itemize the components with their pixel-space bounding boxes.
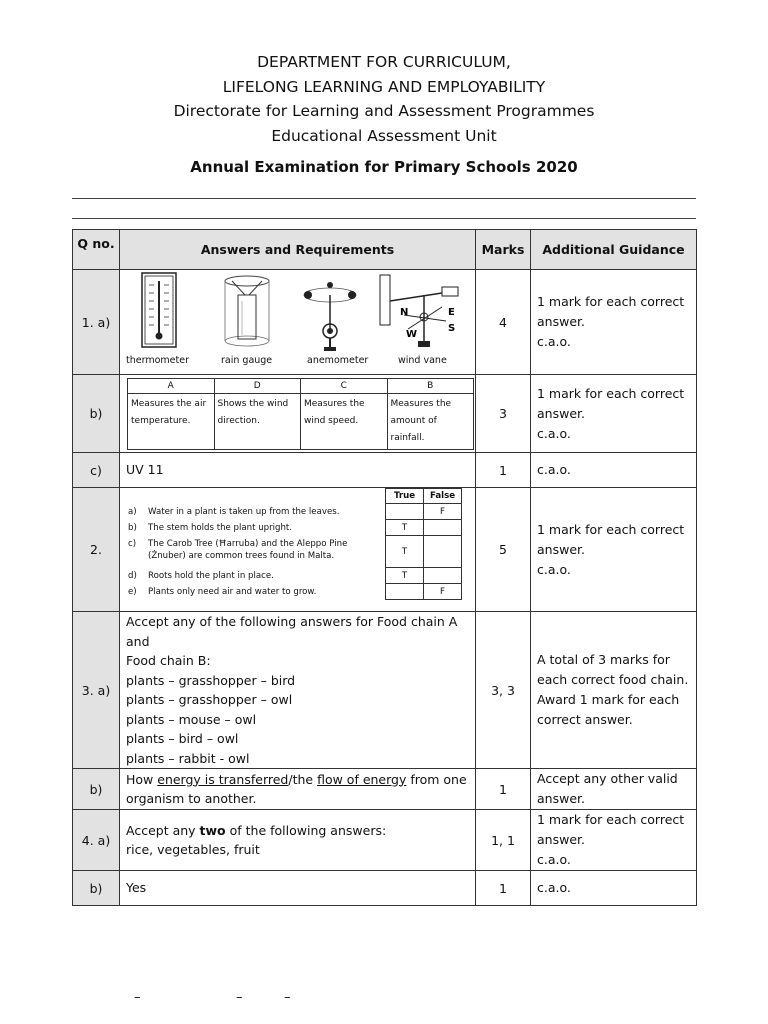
true-false-block [120, 488, 475, 610]
false-cell: F [424, 504, 462, 520]
table-row-q3b [73, 769, 697, 810]
food-chain: plants – bird – owl [126, 731, 239, 746]
false-cell [424, 520, 462, 536]
table-header-row [73, 230, 697, 270]
false-cell: F [424, 584, 462, 600]
guidance-line: c.a.o. [537, 425, 571, 441]
horizontal-rule [72, 198, 696, 199]
compass-south: S [448, 322, 456, 334]
guidance-line: answer. [537, 791, 585, 806]
matching-cell [120, 375, 476, 453]
description-line: Measures the [304, 398, 365, 409]
true-false-cell [120, 488, 476, 612]
answer-cell: Yes [120, 871, 476, 906]
guidance-line: c.a.o. [537, 334, 571, 349]
guidance-line: 1 mark for each correct [537, 521, 685, 537]
true-cell [386, 584, 424, 600]
statement-c [128, 538, 347, 562]
qno-cell: 3. a) [73, 612, 120, 769]
true-cell [386, 504, 424, 520]
answer-text: of the following answers: [225, 822, 387, 838]
marks-cell: 1 [476, 871, 531, 906]
marking-scheme-table [72, 229, 697, 906]
guidance-line: Accept any other valid [537, 771, 678, 786]
true-header: True [386, 489, 424, 504]
statement-text: The Carob Tree (Ħarruba) and the Aleppo Pine [148, 539, 348, 549]
guidance-line: correct answer. [537, 712, 633, 727]
matching-table [127, 378, 474, 450]
description-line: temperature. [131, 415, 191, 426]
true-cell: T [386, 536, 424, 568]
marks-cell: 1, 1 [476, 810, 531, 871]
answer-text: Accept any [126, 822, 200, 838]
marks-cell: 4 [476, 270, 531, 375]
instrument-label: thermometer [126, 354, 189, 366]
underlined-keyword: energy is transferred [157, 771, 289, 787]
description-cell [128, 393, 215, 449]
instrument-label: wind vane [398, 354, 447, 366]
guidance-line: Award 1 mark for each [537, 692, 680, 707]
header-marks: Marks [476, 230, 531, 270]
food-chain: plants – grasshopper – bird [126, 672, 296, 688]
compass-west: W [406, 328, 418, 340]
footer-dash: – [284, 990, 291, 1005]
bold-keyword: two [199, 822, 226, 838]
statement-e [128, 586, 316, 598]
true-cell: T [386, 568, 424, 584]
table-row-q4b [73, 871, 697, 906]
answer-cell [120, 612, 476, 769]
description-line: rainfall. [390, 432, 425, 443]
statement-text: Water in a plant is taken up from the leaves. [148, 507, 340, 517]
guidance-cell [531, 488, 697, 612]
answer-text: /the [288, 771, 318, 787]
statement-text: Plants only need air and water to grow. [148, 587, 317, 597]
exam-title: Annual Examination for Primary Schools 2020 [190, 158, 578, 176]
guidance-line: A total of 3 marks for [537, 652, 670, 667]
guidance-line: 1 mark for each correct [537, 385, 685, 401]
description-line: wind speed. [304, 415, 359, 426]
table-row-q4a [73, 810, 697, 871]
guidance-line: answer. [537, 541, 585, 557]
header-answers: Answers and Requirements [120, 230, 476, 270]
answer-line [126, 821, 469, 841]
department-name-line-2: LIFELONG LEARNING AND EMPLOYABILITY [222, 77, 546, 96]
weather-instruments [120, 271, 475, 374]
instrument-label: rain gauge [221, 354, 273, 366]
guidance-line: each correct food chain. [537, 672, 689, 687]
table-row-q1a [73, 270, 697, 375]
statement-letter: d) [128, 571, 137, 581]
thermometer-icon [134, 271, 184, 353]
horizontal-rule [72, 218, 696, 219]
qno-cell: 4. a) [73, 810, 120, 871]
wind-vane-icon [376, 271, 466, 353]
marks-cell: 3 [476, 375, 531, 453]
footer-dash: – [134, 990, 141, 1005]
instrument-label: anemometer [307, 354, 369, 366]
false-header: False [424, 489, 462, 504]
compass-east: E [448, 306, 455, 318]
guidance-cell [531, 270, 697, 375]
answer-cell [120, 769, 476, 810]
guidance-line: answer. [537, 832, 585, 847]
food-chain: plants – grasshopper – owl [126, 692, 293, 707]
answer-line: Accept any of the following answers for Food chain A and [126, 614, 458, 649]
statement-a [128, 506, 339, 518]
marks-cell: 1 [476, 453, 531, 488]
answer-line: organism to another. [126, 791, 257, 806]
answer-line: rice, vegetables, fruit [126, 842, 260, 857]
anemometer-icon [300, 271, 360, 353]
document-header [0, 50, 768, 176]
description-cell [387, 393, 474, 449]
table-row-q2 [73, 488, 697, 612]
guidance-line: c.a.o. [537, 561, 571, 577]
food-chain: plants – mouse – owl [126, 711, 257, 727]
marks-cell: 5 [476, 488, 531, 612]
false-cell [424, 568, 462, 584]
letter-cell: A [128, 378, 215, 393]
false-cell [424, 536, 462, 568]
statement-text: The stem holds the plant upright. [148, 523, 293, 533]
description-line: direction. [217, 415, 260, 426]
unit-name: Educational Assessment Unit [271, 126, 497, 145]
guidance-line: c.a.o. [537, 852, 571, 867]
qno-cell: 1. a) [73, 270, 120, 375]
statement-letter: b) [128, 523, 137, 533]
compass-north: N [400, 306, 409, 318]
description-line: Measures the air [131, 398, 207, 409]
underlined-keyword: flow of energy [317, 771, 407, 787]
footer-dash: – [236, 990, 243, 1005]
guidance-cell [531, 810, 697, 871]
instruments-cell [120, 270, 476, 375]
true-cell: T [386, 520, 424, 536]
guidance-line: answer. [537, 405, 585, 421]
qno-cell: c) [73, 453, 120, 488]
guidance-cell [531, 375, 697, 453]
marks-cell: 1 [476, 769, 531, 810]
marks-cell: 3, 3 [476, 612, 531, 769]
statement-b [128, 522, 292, 534]
letter-cell: C [301, 378, 388, 393]
qno-cell: 2. [73, 488, 120, 612]
guidance-line: 1 mark for each correct [537, 812, 685, 827]
guidance-cell [531, 612, 697, 769]
statement-text: Roots hold the plant in place. [148, 571, 274, 581]
answer-text: from one [406, 771, 467, 787]
statement-text: (Żnuber) are common trees found in Malta. [148, 551, 335, 561]
header-guidance: Additional Guidance [531, 230, 697, 270]
rain-gauge-icon [218, 271, 276, 353]
header-qno: Q no. [73, 230, 120, 270]
description-line: Shows the wind [217, 398, 289, 409]
answer-text: How [126, 771, 158, 787]
answer-cell [120, 810, 476, 871]
letter-cell: B [387, 378, 474, 393]
statement-letter: e) [128, 587, 137, 597]
answer-cell: UV 11 [120, 453, 476, 488]
food-chain: plants – rabbit - owl [126, 750, 250, 766]
table-row-q3a [73, 612, 697, 769]
department-name-line-1: DEPARTMENT FOR CURRICULUM, [257, 53, 511, 71]
qno-cell: b) [73, 871, 120, 906]
guidance-cell: c.a.o. [531, 871, 697, 906]
qno-cell: b) [73, 375, 120, 453]
statement-letter: a) [128, 507, 137, 517]
directorate-name: Directorate for Learning and Assessment Programmes [173, 102, 595, 120]
guidance-line: answer. [537, 314, 585, 329]
table-row-q1c [73, 453, 697, 488]
statement-letter: c) [128, 539, 137, 549]
description-cell [214, 393, 301, 449]
qno-cell: b) [73, 769, 120, 810]
table-row-q1b [73, 375, 697, 453]
letter-cell: D [214, 378, 301, 393]
answer-line [126, 770, 469, 790]
guidance-line: 1 mark for each correct [537, 294, 685, 309]
guidance-cell [531, 769, 697, 810]
description-line: Measures the [390, 398, 452, 409]
description-line: amount of [390, 415, 437, 426]
answer-line: Food chain B: [126, 653, 211, 668]
description-cell [301, 393, 388, 449]
guidance-cell: c.a.o. [531, 453, 697, 488]
true-false-table [385, 488, 462, 600]
statement-d [128, 570, 274, 582]
